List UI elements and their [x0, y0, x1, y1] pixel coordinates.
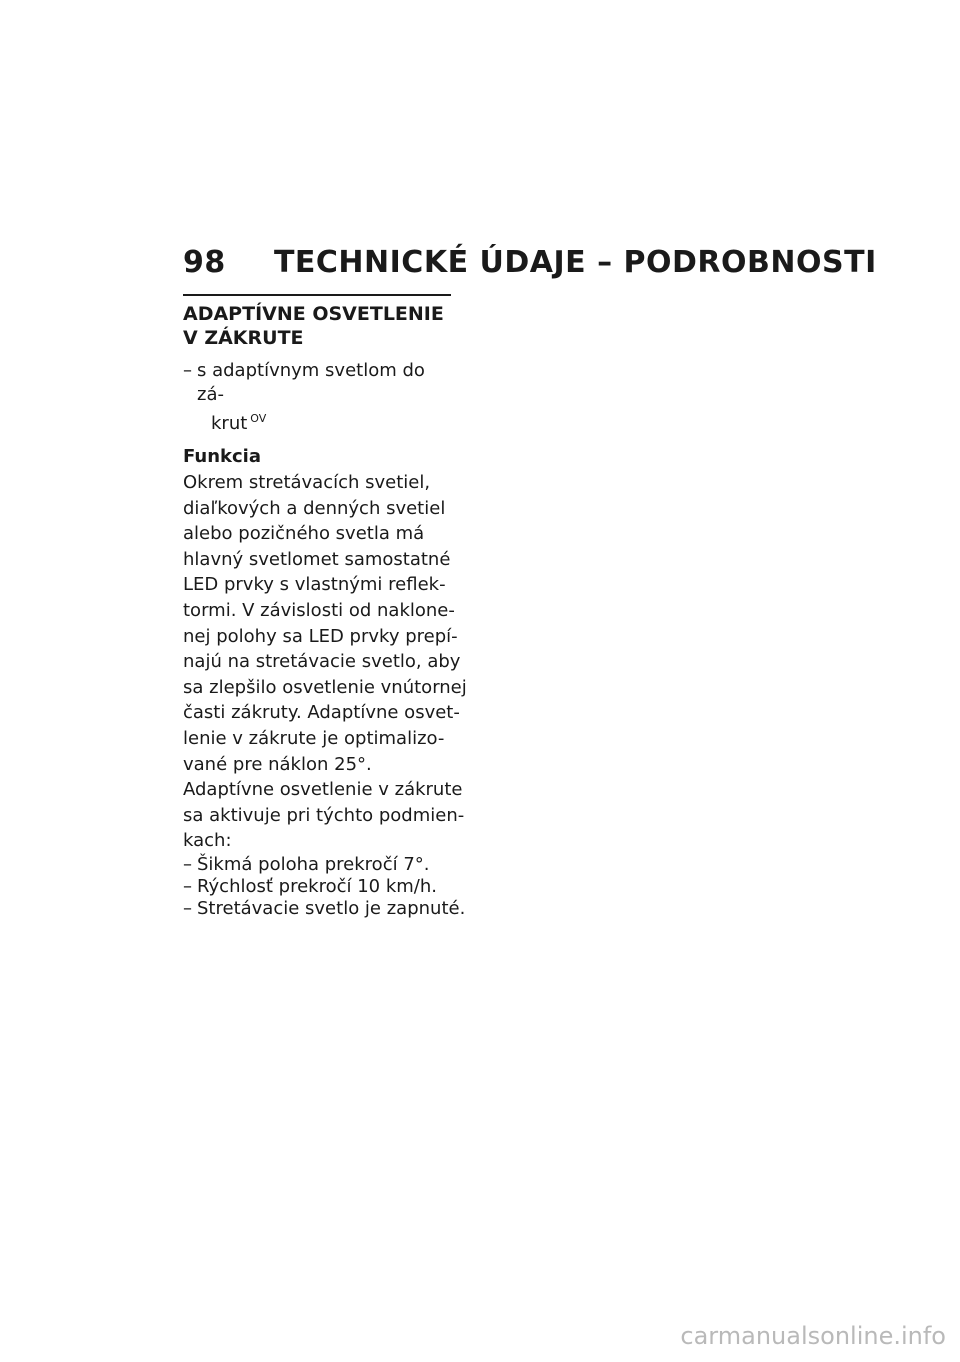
text-line: vané pre náklon 25°. [183, 753, 372, 775]
option-text-line: krut [211, 413, 248, 434]
text-line: Adaptívne osvetlenie v zákrute [183, 779, 463, 801]
text-line: kach: [183, 830, 232, 852]
dash: – [183, 875, 192, 897]
text-line: sa zlepšilo osvetlenie vnútornej [183, 676, 467, 698]
text-line: sa aktivuje pri týchto podmien- [183, 804, 465, 826]
paragraph-description [183, 470, 467, 777]
section-adaptive-lighting [183, 294, 467, 920]
condition-text: Stretávacie svetlo je zapnuté. [197, 897, 466, 919]
section-divider [183, 294, 451, 296]
text-line: tormi. V závislosti od naklone- [183, 599, 455, 621]
text-line: najú na stretávacie svetlo, aby [183, 651, 461, 673]
chapter-title: TECHNICKÉ ÚDAJE – PODROBNOSTI [273, 245, 877, 280]
list-item [183, 897, 466, 920]
option-note [183, 359, 451, 436]
option-text-line: s adaptívnym svetlom do zá- [197, 360, 425, 405]
text-line: LED prvky s vlastnými reflek- [183, 574, 446, 596]
section-title-line: ADAPTÍVNE OSVETLENIE [183, 303, 444, 325]
subheading-function: Funkcia [183, 446, 261, 467]
option-code-superscript: OV [250, 412, 267, 425]
text-line: diaľkových a denných svetiel [183, 497, 446, 519]
section-title [183, 302, 451, 350]
dash: – [183, 360, 192, 381]
text-line: časti zákruty. Adaptívne osvet- [183, 702, 460, 724]
text-line: Okrem stretávacích svetiel, [183, 472, 431, 493]
text-line: nej polohy sa LED prvky prepí- [183, 625, 458, 647]
text-line: lenie v zákrute je optimalizo- [183, 727, 445, 749]
list-item [183, 876, 451, 898]
dash: – [183, 853, 192, 875]
list-item [183, 854, 451, 876]
conditions-list [183, 853, 466, 920]
option-text [197, 359, 451, 436]
paragraph-activation [183, 777, 465, 854]
watermark: carmanualsonline.info [680, 1322, 946, 1350]
text-line: hlavný svetlomet samostatné [183, 548, 451, 570]
page-number: 98 [183, 245, 226, 280]
condition-text: Rýchlosť prekročí 10 km/h. [197, 875, 437, 897]
page-header [183, 245, 923, 280]
dash: – [183, 897, 192, 919]
text-line: alebo pozičného svetla má [183, 523, 425, 545]
section-title-line: V ZÁKRUTE [183, 327, 304, 349]
condition-text: Šikmá poloha prekročí 7°. [197, 853, 430, 875]
